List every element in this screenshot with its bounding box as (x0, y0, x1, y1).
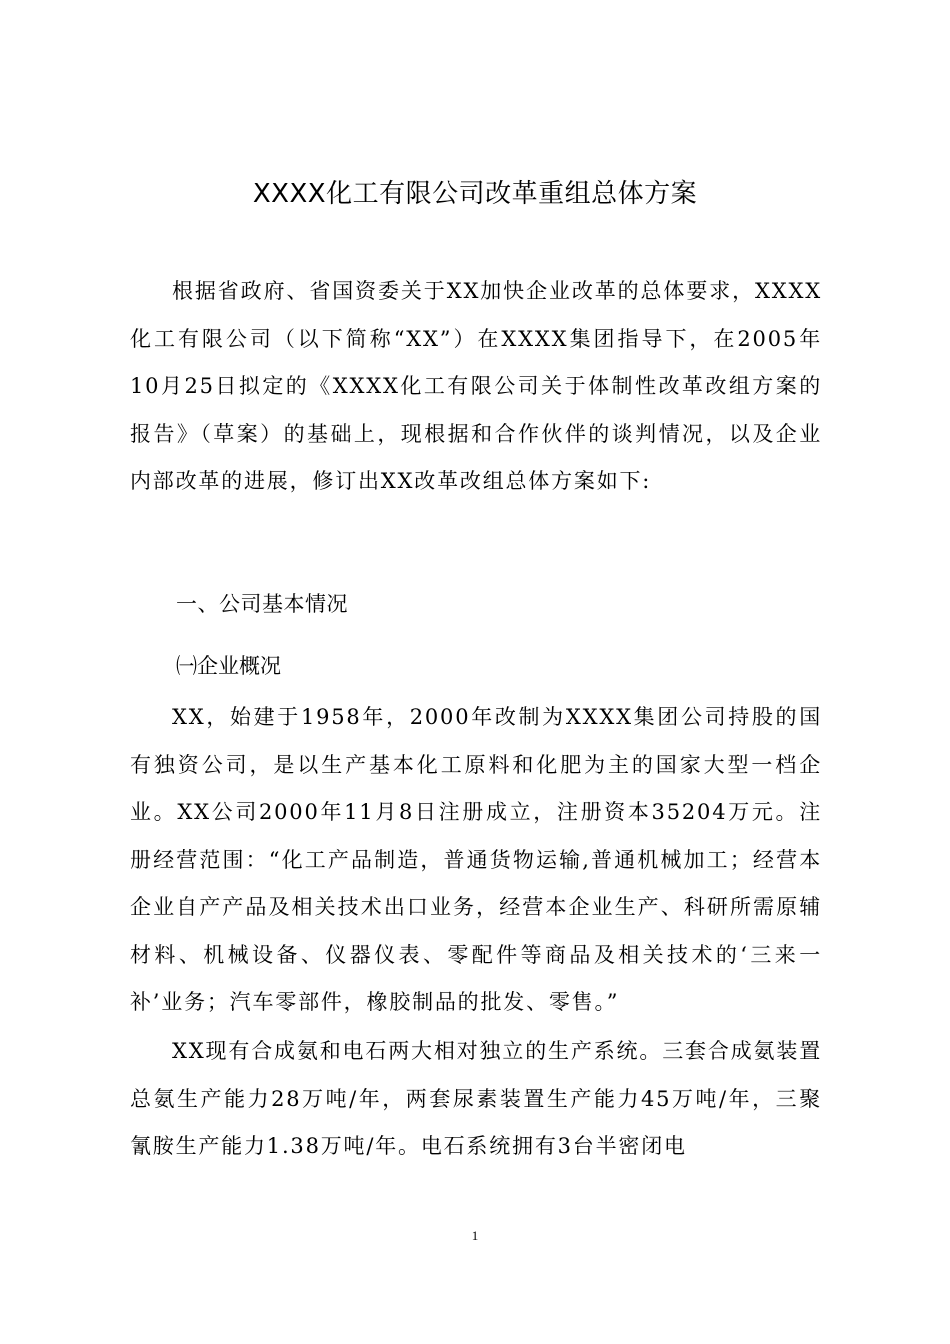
production-systems-block (130, 1028, 822, 1171)
section-heading: 一、公司基本情况 (176, 592, 348, 616)
intro-paragraph: 根据省政府、省国资委关于XX加快企业改革的总体要求，XXXX化工有限公司（以下简称“XX”）在XXXX集团指导下，在2005年10月25日拟定的《XXXX化工有限公司关于体制性改革改组方案的报告》（草案）的基础上，现根据和合作伙伴的谈判情况，以及企业内部改革的进展，修订出XX改革改组总体方案如下: (130, 279, 822, 493)
production-systems-paragraph: XX现有合成氨和电石两大相对独立的生产系统。三套合成氨装置总氨生产能力28万吨/年，两套尿素装置生产能力45万吨/年，三聚氰胺生产能力1.38万吨/年。电石系统拥有3台半密闭电 (130, 1039, 822, 1158)
company-overview-paragraph: XX，始建于1958年，2000年改制为XXXX集团公司持股的国有独资公司，是以生产基本化工原料和化肥为主的国家大型一档企业。XX公司2000年11月8日注册成立，注册资本35204万元。注册经营范围：“化工产品制造，普通货物运输,普通机械加工；经营本企业自产产品及相关技术出口业务，经营本企业生产、科研所需原辅材料、机械设备、仪器仪表、零配件等商品及相关技术的‘三来一补’业务；汽车零部件，橡胶制品的批发、零售。” (130, 705, 822, 1014)
intro-paragraph-block (130, 268, 822, 506)
page-number: 1 (471, 1228, 479, 1243)
company-overview-block (130, 694, 822, 1027)
document-title: XXXX化工有限公司改革重组总体方案 (252, 179, 698, 209)
subsection-heading: ㈠企业概况 (176, 654, 281, 678)
